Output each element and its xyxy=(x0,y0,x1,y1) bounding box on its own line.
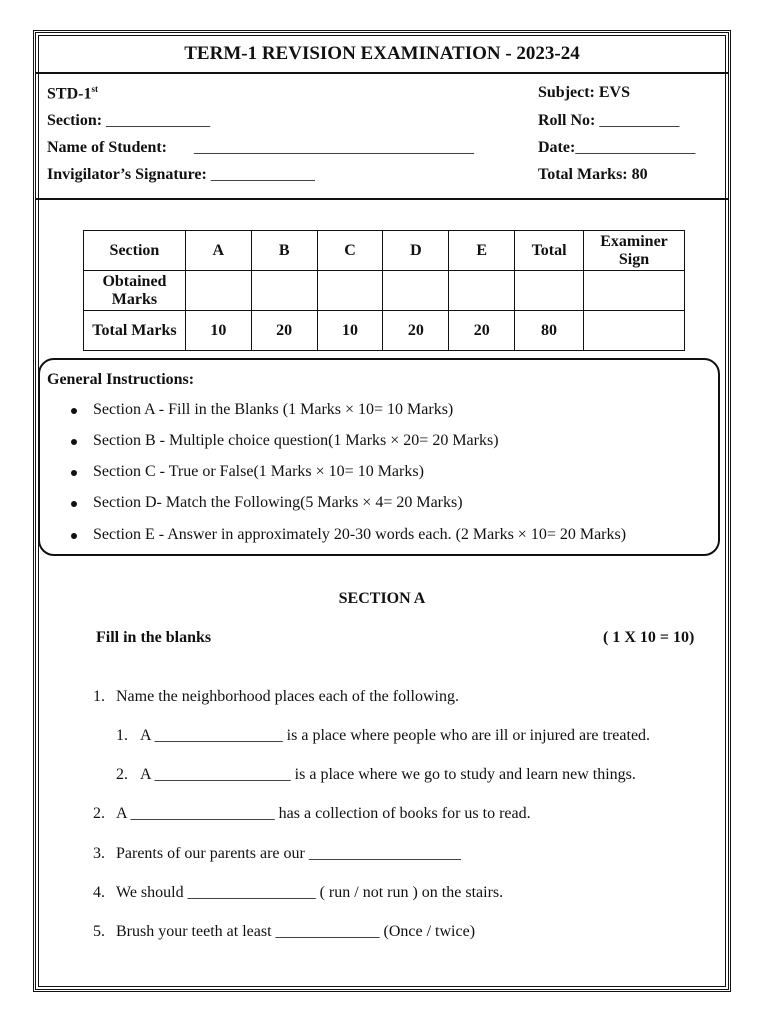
section-a-title: SECTION A xyxy=(338,590,426,607)
question-number: 3. xyxy=(93,845,105,862)
marks-table xyxy=(83,230,685,351)
bullet-icon xyxy=(71,439,77,445)
question-number: 2. xyxy=(116,766,128,783)
bullet-icon xyxy=(71,408,77,414)
section-a-subtitle: Fill in the blanks xyxy=(96,629,212,646)
total-cell: 20 xyxy=(251,311,317,351)
table-header-cell: C xyxy=(317,231,383,271)
question-number: 2. xyxy=(93,805,105,822)
table-header-cell: Section xyxy=(84,231,186,271)
subject-label: Subject: EVS xyxy=(538,84,631,101)
instruction-item: Section D- Match the Following(5 Marks × 4= 20 Marks) xyxy=(93,494,463,511)
table-header-cell: E xyxy=(449,231,515,271)
total-cell: 80 xyxy=(515,311,584,351)
date-field: Date:_______________ xyxy=(538,139,696,156)
student-name-blank: ___________________________________ xyxy=(194,139,474,156)
table-header-cell: Total xyxy=(515,231,584,271)
question-text: Name the neighborhood places each of the following. xyxy=(116,688,459,705)
exam-title: TERM-1 REVISION EXAMINATION - 2023-24 xyxy=(36,36,728,74)
question-text: A __________________ has a collection of books for us to read. xyxy=(116,805,531,822)
obtained-cell xyxy=(449,271,515,311)
question-number: 1. xyxy=(93,688,105,705)
total-marks-label: Total Marks xyxy=(84,311,186,351)
section-field: Section: _____________ xyxy=(47,112,211,129)
instruction-item: Section B - Multiple choice question(1 Marks × 20= 20 Marks) xyxy=(93,432,499,449)
question-text: A _________________ is a place where we go to study and learn new things. xyxy=(140,766,636,783)
obtained-cell xyxy=(515,271,584,311)
instruction-item: Section A - Fill in the Blanks (1 Marks × 10= 10 Marks) xyxy=(93,401,454,418)
question-number: 5. xyxy=(93,923,105,940)
section-a-marks: ( 1 X 10 = 10) xyxy=(603,629,695,646)
table-header-row xyxy=(84,231,685,271)
table-row xyxy=(84,311,685,351)
obtained-cell xyxy=(584,271,685,311)
total-cell: 10 xyxy=(185,311,251,351)
std-label: STD-1st xyxy=(47,84,98,103)
question-text: We should ________________ ( run / not run ) on the stairs. xyxy=(116,884,504,901)
table-header-cell: Examiner Sign xyxy=(584,231,685,271)
question-number: 1. xyxy=(116,727,128,744)
examiner-sign-cell xyxy=(584,311,685,351)
instructions-title: General Instructions: xyxy=(47,371,195,388)
table-row xyxy=(84,271,685,311)
table-header-cell: B xyxy=(251,231,317,271)
question-text: Parents of our parents are our ___________________ xyxy=(116,845,461,862)
table-header-cell: A xyxy=(185,231,251,271)
obtained-cell xyxy=(317,271,383,311)
bullet-icon xyxy=(71,501,77,507)
question-number: 4. xyxy=(93,884,105,901)
instruction-item: Section E - Answer in approximately 20-30 words each. (2 Marks × 10= 20 Marks) xyxy=(93,526,627,543)
obtained-cell xyxy=(383,271,449,311)
total-cell: 20 xyxy=(383,311,449,351)
total-cell: 10 xyxy=(317,311,383,351)
invigilator-field: Invigilator’s Signature: _____________ xyxy=(47,166,315,183)
obtained-cell xyxy=(251,271,317,311)
bullet-icon xyxy=(71,533,77,539)
table-header-cell: D xyxy=(383,231,449,271)
total-marks: Total Marks: 80 xyxy=(538,166,648,183)
student-name-label: Name of Student: xyxy=(47,139,167,156)
obtained-marks-label: Obtained Marks xyxy=(84,271,186,311)
header-divider xyxy=(36,198,728,200)
question-text: A ________________ is a place where people who are ill or injured are treated. xyxy=(140,727,651,744)
question-text: Brush your teeth at least _____________ (Once / twice) xyxy=(116,923,476,940)
bullet-icon xyxy=(71,470,77,476)
instruction-item: Section C - True or False(1 Marks × 10= 10 Marks) xyxy=(93,463,424,480)
total-cell: 20 xyxy=(449,311,515,351)
roll-no-field: Roll No: __________ xyxy=(538,112,680,129)
obtained-cell xyxy=(185,271,251,311)
